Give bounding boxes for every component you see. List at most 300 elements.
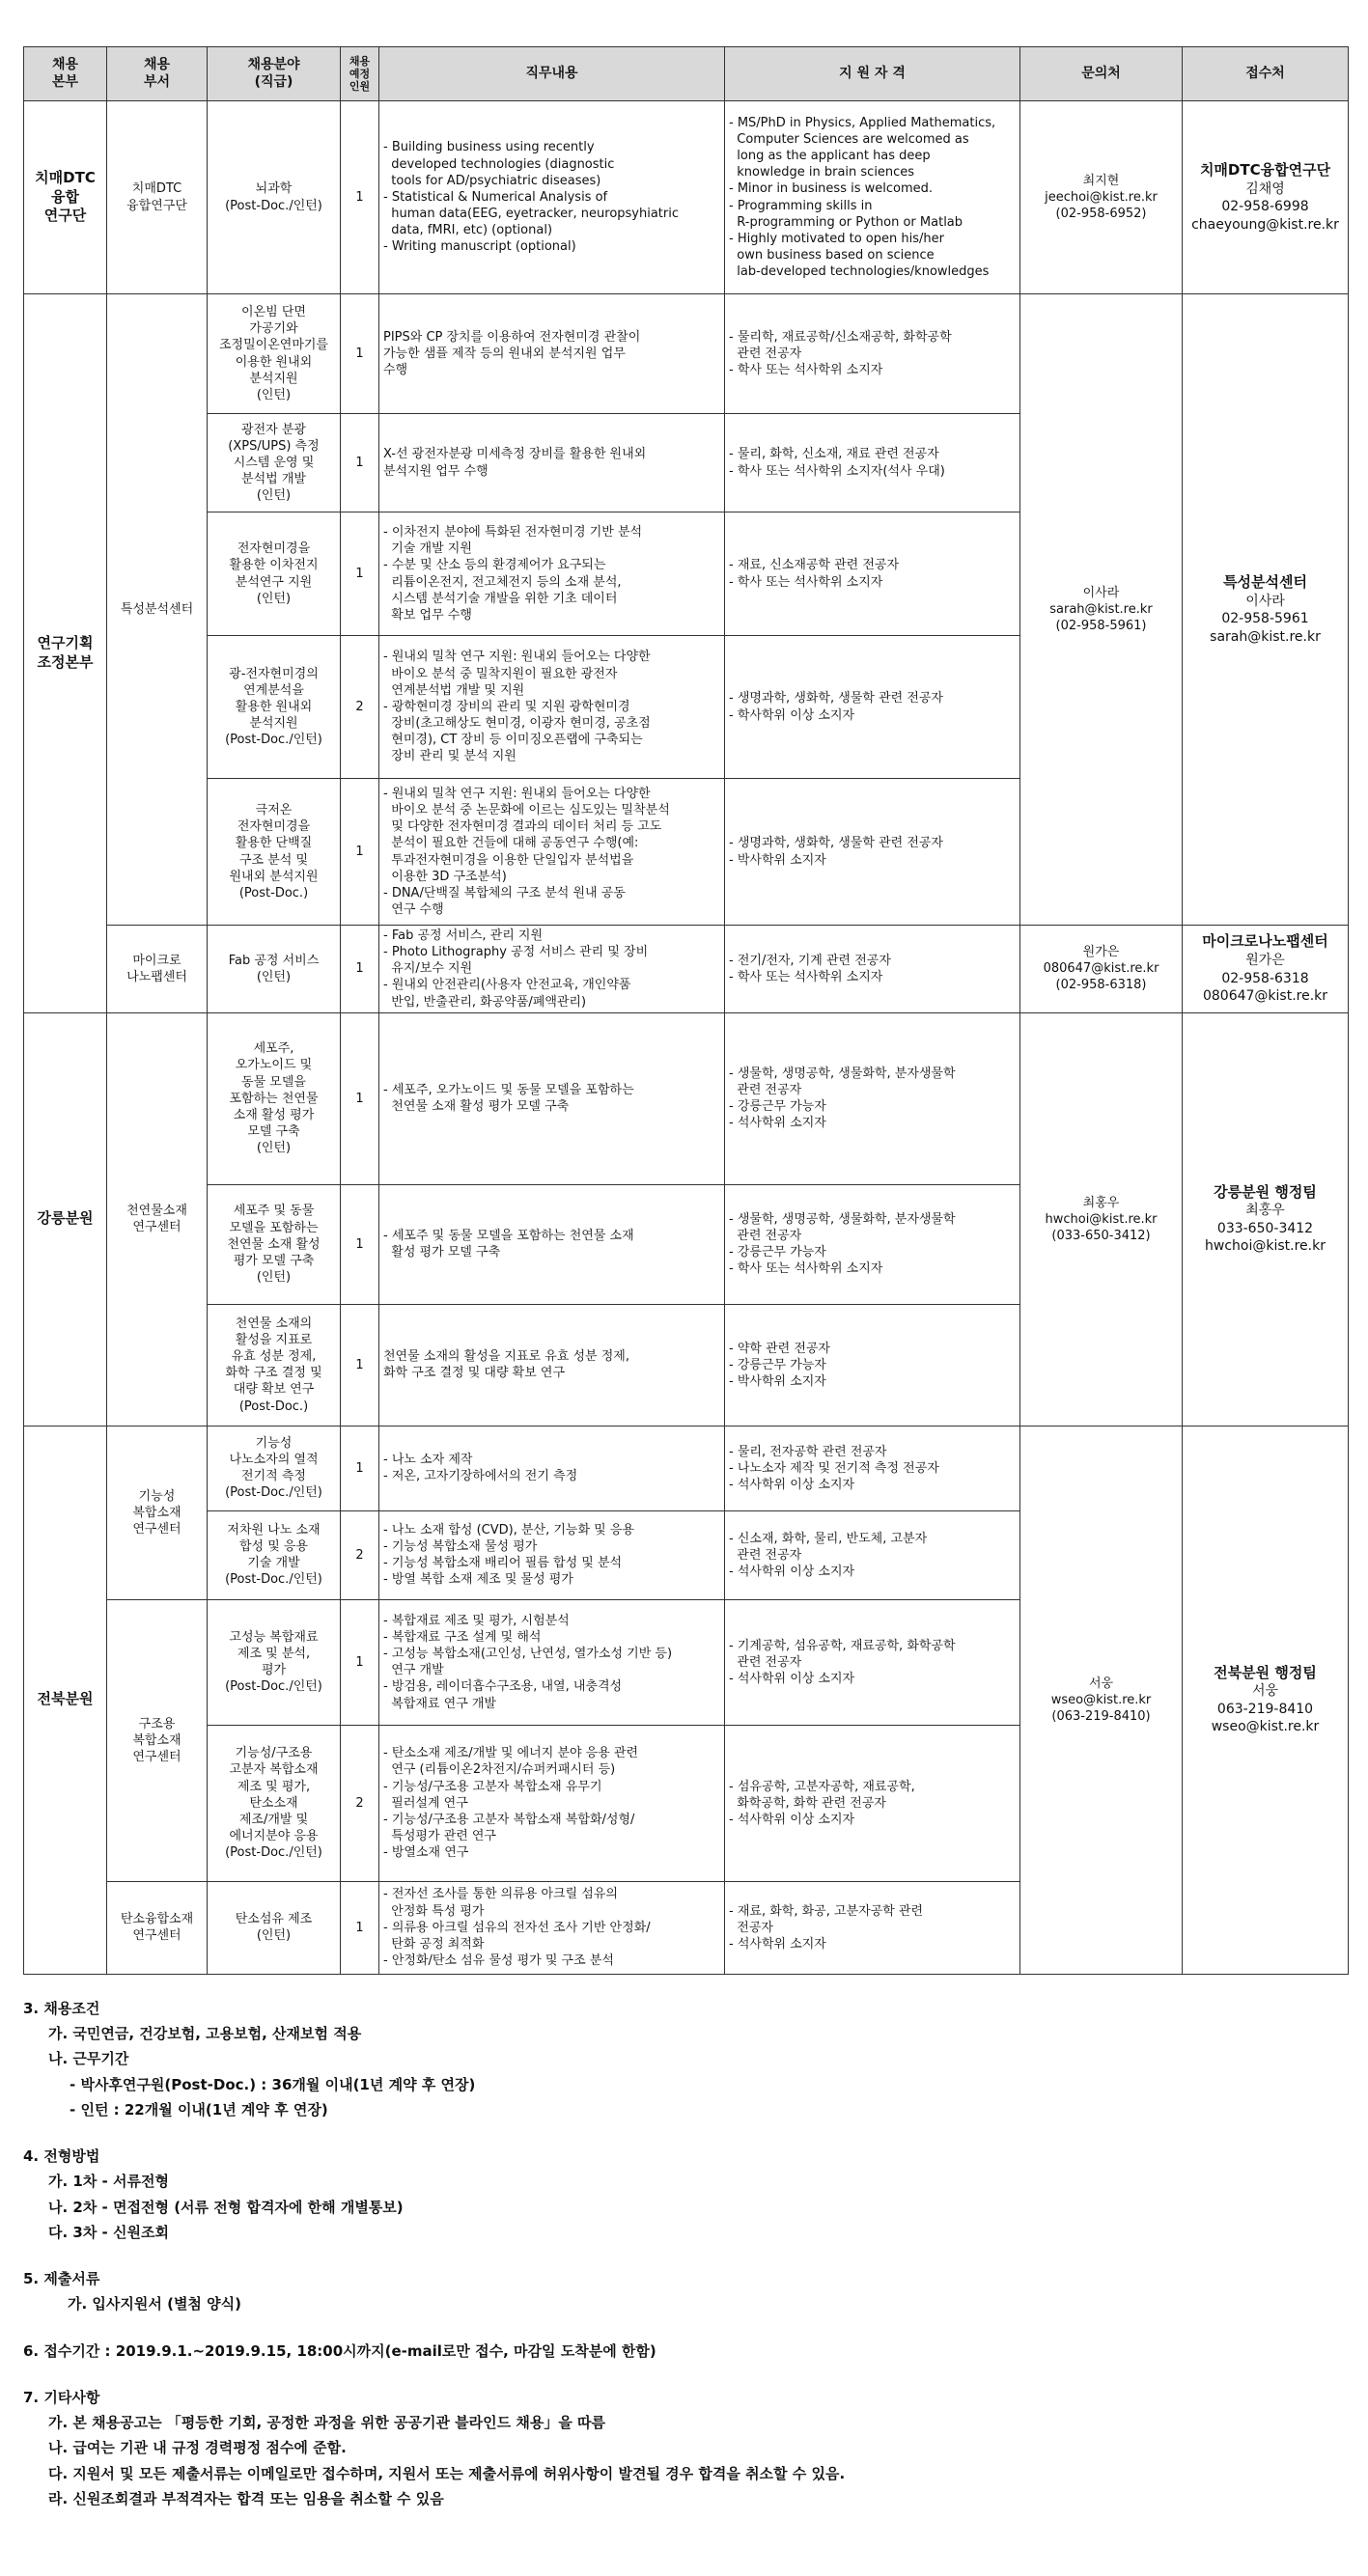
text-line: 최홍우 [1082, 1195, 1120, 1210]
table-body [24, 101, 1349, 1975]
headcount-cell: 1 [341, 1426, 379, 1510]
text-line: 연구센터 [132, 1220, 181, 1235]
text-line: - 학사 또는 석사학위 소지자(석사 우대) [729, 463, 945, 479]
text-line: 융합연구단 [126, 198, 187, 213]
text-line: 지 원 자 격 [839, 65, 906, 81]
text-line: - 수분 및 산소 등의 환경제어가 요구되는 [383, 558, 606, 573]
section-title: 6. 접수기간 : 2019.9.1.~2019.9.15, 18:00시까지(e-mail로만 접수, 마감일 도착분에 한함) [23, 2341, 656, 2360]
text-line: - MS/PhD in Physics, Applied Mathematics, [729, 115, 996, 130]
text-line: 구조 분석 및 [238, 852, 309, 868]
contact-cell [1020, 101, 1183, 294]
hq-cell [24, 294, 107, 1013]
field-cell [208, 101, 341, 294]
text-line: - 기능성/구조용 고분자 복합소재 복합화/성형/ [383, 1812, 635, 1827]
text-line: - 나노소자 제작 및 전기적 측정 전공자 [729, 1460, 939, 1476]
header-qual [725, 47, 1020, 101]
duty-cell [379, 1510, 725, 1599]
text-line: 동물 모델을 [241, 1074, 306, 1090]
text-line: 탄소섬유 제조 [235, 1912, 313, 1927]
header-duty [379, 47, 725, 101]
text-line: - 원내외 안전관리(사용자 안전교육, 개인약품 [383, 978, 631, 993]
text-line: - 저온, 고자기장하에서의 전기 측정 [383, 1469, 578, 1484]
text-line: 조정본부 [37, 652, 94, 671]
text-line: 융합 [51, 187, 79, 206]
text-line: 복합재료 연구 개발 [383, 1696, 496, 1711]
text-line: 연구기획 [37, 634, 94, 652]
section-line: - 박사후연구원(Post-Doc.) : 36개월 이내(1년 계약 후 연장) [70, 2075, 476, 2093]
text-line: 포함하는 천연물 [229, 1091, 319, 1106]
text-line: (Post-Doc./인턴) [225, 1485, 322, 1501]
duty-cell [379, 101, 725, 294]
text-line: - 생물학, 생명공학, 생물화학, 분자생물학 [729, 1211, 956, 1227]
text-line: 필러설계 연구 [383, 1795, 468, 1811]
text-line: 분석지원 [249, 716, 298, 732]
text-line: - 원내외 밀착 연구 지원: 원내외 들어오는 다양한 [383, 650, 651, 665]
text-line: - 방열 복합 소재 제조 및 물성 평가 [383, 1572, 573, 1588]
text-line: (Post-Doc./인턴) [225, 733, 322, 748]
qualification-cell [725, 1012, 1020, 1184]
text-line: PIPS와 CP 장치를 이용하여 전자현미경 관찰이 [383, 329, 641, 345]
text-line: 기능성 [255, 1435, 293, 1451]
duty-cell [379, 1881, 725, 1974]
header-hq [24, 47, 107, 101]
qualification-cell [725, 414, 1020, 512]
text-line: wseo@kist.re.kr [1050, 1692, 1152, 1707]
text-line: 유지/보수 지원 [383, 961, 473, 977]
text-line: 치매DTC [131, 181, 182, 197]
text-line: knowledge in brain sciences [729, 165, 915, 180]
text-line: 가능한 샘플 제작 등의 원내외 분석지원 업무 [383, 346, 626, 361]
text-line: 활성 평가 모델 구축 [383, 1245, 501, 1260]
text-line: 고성능 복합재료 [229, 1629, 319, 1645]
text-line: (Post-Doc.) [238, 885, 309, 900]
text-line: 분석연구 지원 [235, 574, 313, 590]
qualification-cell [725, 926, 1020, 1013]
duty-cell [379, 1184, 725, 1304]
text-line: 관련 전공자 [729, 346, 802, 361]
text-line: 부서 [143, 73, 171, 90]
headcount-cell: 1 [341, 926, 379, 1013]
text-line: - Writing manuscript (optional) [383, 239, 576, 255]
text-line: 장비(초고해상도 현미경, 이광자 현미경, 공초점 [383, 716, 651, 732]
text-line: 화학공학, 화학 관련 전공자 [729, 1795, 886, 1811]
text-line: 관련 전공자 [729, 1547, 802, 1563]
table-header-row [24, 47, 1349, 101]
text-line: 에너지분야 응용 [229, 1829, 319, 1844]
header-dept [107, 47, 208, 101]
section-line: 다. 3차 - 신원조회 [48, 2223, 169, 2241]
text-line: - Programming skills in [729, 198, 873, 213]
text-line: (063-219-8410) [1051, 1708, 1151, 1724]
text-line: 전기적 측정 [241, 1469, 306, 1484]
text-line: - 원내외 밀착 연구 지원: 원내외 들어오는 다양한 [383, 786, 651, 801]
header-num [341, 47, 379, 101]
headcount-cell: 1 [341, 294, 379, 414]
text-line: (인턴) [256, 1270, 292, 1286]
text-line: - Photo Lithography 공정 서비스 관리 및 장비 [383, 945, 649, 960]
field-cell [208, 1012, 341, 1184]
text-line: - 생명과학, 생화학, 생물학 관련 전공자 [729, 691, 943, 706]
text-line: 전자현미경을 [237, 541, 311, 557]
duty-cell [379, 1012, 725, 1184]
text-line: 평가 [261, 1663, 287, 1678]
text-line: 탄소소재 [249, 1795, 298, 1811]
text-line: - 학사학위 이상 소지자 [729, 707, 855, 723]
text-line: hwchoi@kist.re.kr [1205, 1238, 1326, 1255]
text-line: 천연물소재 [126, 1204, 187, 1219]
text-line: 접수처 [1245, 65, 1285, 81]
duty-cell [379, 512, 725, 636]
hq-cell [24, 1426, 107, 1974]
text-line: 뇌과학 [255, 181, 293, 197]
text-line: 기능성/구조용 [235, 1746, 313, 1761]
headcount-cell: 2 [341, 636, 379, 779]
text-line: 특성분석센터 [1223, 572, 1307, 591]
notice-sections [23, 1996, 1348, 2511]
text-line: - 약학 관련 전공자 [729, 1341, 830, 1356]
text-line: 활용한 단백질 [235, 836, 313, 851]
text-line: (Post-Doc./인턴) [225, 1572, 322, 1588]
text-line: 080647@kist.re.kr [1043, 961, 1159, 977]
text-line: 연계분석법 개발 및 지원 [383, 682, 525, 698]
recruitment-table [23, 46, 1349, 1975]
text-line: (Post-Doc./인턴) [225, 1679, 322, 1695]
notice-section [23, 2385, 1348, 2511]
text-line: 제조 및 분석, [237, 1647, 311, 1662]
text-line: 마이크로나노팹센터 [1202, 932, 1328, 951]
text-line: 본부 [51, 73, 79, 90]
text-line: 02-958-5961 [1221, 611, 1309, 627]
headcount-cell: 1 [341, 779, 379, 926]
section-line: 나. 근무기간 [48, 2050, 129, 2068]
text-line: - 생물학, 생명공학, 생물화학, 분자생물학 [729, 1066, 956, 1081]
text-line: long as the applicant has deep [729, 149, 931, 164]
headcount-cell: 1 [341, 1184, 379, 1304]
text-line: 분석지원 [249, 371, 298, 386]
text-line: 전북분원 [37, 1690, 94, 1708]
text-line: 원내외 분석지원 [229, 869, 319, 884]
field-cell [208, 636, 341, 779]
text-line: 복합소재 [132, 1732, 181, 1748]
text-line: 탄화 공정 최적화 [383, 1936, 485, 1952]
text-line: 바이오 분석 중 밀착지원이 필요한 광전자 [383, 666, 618, 681]
text-line: - 박사학위 소지자 [729, 1373, 826, 1389]
qualification-cell [725, 1725, 1020, 1881]
text-line: (인턴) [256, 488, 292, 504]
text-line: 최홍우 [1245, 1203, 1285, 1219]
text-line: 강릉분원 행정팀 [1214, 1182, 1317, 1201]
text-line: 나노소자의 열적 [229, 1453, 319, 1468]
section-line: 가. 1차 - 서류전형 [48, 2173, 169, 2191]
text-line: - 전자선 조사를 통한 의류용 아크릴 섬유의 [383, 1887, 618, 1902]
text-line: (인턴) [256, 1141, 292, 1156]
text-line: 이사라 [1245, 593, 1285, 609]
text-line: 확보 업무 수행 [383, 607, 472, 623]
text-line: 분석지원 업무 수행 [383, 463, 489, 479]
text-line: - 복합재료 제조 및 평가, 시험분석 [383, 1613, 570, 1628]
section-line: 라. 신원조회결과 부적격자는 합격 또는 임용을 취소할 수 있음 [48, 2489, 444, 2507]
text-line: 채용분야 [247, 57, 300, 72]
qualification-cell [725, 1510, 1020, 1599]
text-line: 원가은 [1245, 953, 1285, 969]
text-line: - 광학현미경 장비의 관리 및 지원 광학현미경 [383, 699, 630, 714]
field-cell [208, 1881, 341, 1974]
notice-section [23, 1996, 1348, 2122]
text-line: 합성 및 응용 [238, 1539, 309, 1555]
duty-cell [379, 1599, 725, 1725]
section-title: 3. 채용조건 [23, 1999, 100, 2017]
text-line: data, fMRI, etc) (optional) [383, 223, 553, 238]
text-line: (033-650-3412) [1051, 1228, 1151, 1243]
text-line: - 탄소소재 제조/개발 및 에너지 분야 응용 관련 [383, 1746, 639, 1761]
text-line: - 석사학위 이상 소지자 [729, 1564, 855, 1579]
text-line: 관련 전공자 [729, 1229, 802, 1244]
text-line: 극저온 [255, 803, 293, 818]
text-line: 063-219-8410 [1216, 1701, 1314, 1717]
text-line: 바이오 분석 중 논문화에 이르는 심도있는 밀착분석 [383, 803, 670, 818]
duty-cell [379, 1304, 725, 1426]
text-line: - DNA/단백질 복합체의 구조 분석 원내 공동 [383, 885, 626, 900]
text-line: 대량 확보 연구 [233, 1382, 315, 1398]
text-line: 화학 구조 결정 및 [225, 1366, 322, 1381]
reception-cell [1183, 101, 1349, 294]
text-line: 연구 (리튬이온2차전지/슈퍼커패시터 등) [383, 1762, 616, 1778]
table-row [24, 101, 1349, 294]
text-line: 특성평가 관련 연구 [383, 1829, 496, 1844]
text-line: 유효 성분 정제, [231, 1349, 317, 1365]
text-line: 연구 개발 [383, 1663, 444, 1678]
text-line: 특성분석센터 [120, 601, 194, 617]
text-line: - Building business using recently [383, 140, 595, 155]
text-line: 분석법 개발 [241, 472, 306, 487]
text-line: - Fab 공정 서비스, 관리 지원 [383, 928, 544, 943]
text-line: 직무내용 [525, 65, 578, 81]
hq-cell [24, 101, 107, 294]
table-row [24, 926, 1349, 1013]
text-line: (Post-Doc./인턴) [225, 198, 322, 213]
text-line: 천연물 소재의 활성을 지표로 유효 성분 정제, [383, 1349, 629, 1365]
text-line: 장비 관리 및 분석 지원 [383, 749, 516, 764]
text-line: 투과전자현미경을 이용한 단일입자 분석법을 [383, 852, 634, 868]
text-line: 모델 구축 [247, 1124, 300, 1140]
headcount-cell: 1 [341, 101, 379, 294]
text-line: (02-958-6318) [1055, 978, 1147, 993]
section-line: 나. 급여는 기관 내 규정 경력평정 점수에 준함. [48, 2439, 347, 2457]
text-line: 전북분원 행정팀 [1214, 1663, 1317, 1681]
text-line: 서웅 [1088, 1676, 1114, 1691]
text-line: - 생명과학, 생화학, 생물학 관련 전공자 [729, 836, 943, 851]
dept-cell [107, 294, 208, 926]
text-line: - 물리, 전자공학 관련 전공자 [729, 1444, 887, 1459]
text-line: 나노팹센터 [126, 969, 187, 984]
dept-cell [107, 1881, 208, 1974]
duty-cell [379, 779, 725, 926]
text-line: 화학 구조 결정 및 대량 확보 연구 [383, 1366, 566, 1381]
text-line: 제조/개발 및 [238, 1812, 309, 1827]
text-line: - 석사학위 소지자 [729, 1116, 826, 1131]
text-line: 이사라 [1082, 585, 1120, 600]
headcount-cell: 2 [341, 1510, 379, 1599]
text-line: 02-958-6318 [1221, 970, 1309, 986]
text-line: wseo@kist.re.kr [1211, 1719, 1320, 1735]
text-line: 기술 개발 지원 [383, 541, 472, 557]
field-cell [208, 1184, 341, 1304]
headcount-cell: 1 [341, 512, 379, 636]
text-line: 가공기와 [249, 321, 298, 337]
headcount-cell: 2 [341, 1725, 379, 1881]
text-line: 원가은 [1082, 945, 1120, 960]
section-title: 4. 전형방법 [23, 2147, 100, 2166]
text-line: - 의류용 아크릴 섬유의 전자선 조사 기반 안정화/ [383, 1920, 651, 1935]
text-line: 안정화 특성 평가 [383, 1903, 485, 1919]
text-line: 연계분석을 [243, 682, 304, 698]
table-row [24, 1012, 1349, 1184]
text-line: 관련 전공자 [729, 1083, 802, 1098]
text-line: - 전기/전자, 기계 관련 전공자 [729, 953, 891, 968]
text-line: - 재료, 신소재공학 관련 전공자 [729, 558, 900, 573]
duty-cell [379, 926, 725, 1013]
section-line: 다. 지원서 및 모든 제출서류는 이메일로만 접수하며, 지원서 또는 제출서류에 허위사항이 발견될 경우 합격을 취소할 수 있음. [48, 2464, 846, 2482]
text-line: - Minor in business is welcomed. [729, 181, 934, 197]
dept-cell [107, 1426, 208, 1599]
text-line: - 고성능 복합소재(고인성, 난연성, 열가소성 기반 등) [383, 1647, 673, 1662]
section-title: 5. 제출서류 [23, 2270, 100, 2288]
qualification-cell [725, 636, 1020, 779]
text-line: 소재 활성 평가 [233, 1107, 315, 1122]
text-line: 천연물 소재의 [235, 1316, 313, 1331]
text-line: - 기능성/구조용 고분자 복합소재 유무기 [383, 1779, 602, 1794]
text-line: - 석사학위 이상 소지자 [729, 1671, 855, 1686]
contact-cell [1020, 294, 1183, 926]
text-line: 세포주, [253, 1041, 294, 1057]
text-line: 리튬이온전지, 전고체전지 등의 소재 분석, [383, 574, 622, 590]
text-line: 분석이 필요한 건들에 대해 공동연구 수행(예: [383, 836, 639, 851]
text-line: - 나노 소재 합성 (CVD), 분산, 기능화 및 응용 [383, 1522, 634, 1537]
text-line: 예정 [349, 67, 371, 80]
text-line: 기능성 [138, 1488, 176, 1504]
text-line: X-선 광전자분광 미세측정 장비를 활용한 원내외 [383, 447, 647, 462]
section-line: 나. 2차 - 면접전형 (서류 전형 합격자에 한해 개별통보) [48, 2198, 404, 2216]
text-line: (인턴) [256, 1928, 292, 1944]
text-line: 채용 [143, 57, 171, 72]
text-line: - Statistical & Numerical Analysis of [383, 189, 608, 205]
text-line: R-programming or Python or Matlab [729, 214, 963, 230]
duty-cell [379, 414, 725, 512]
text-line: - 나노 소자 제작 [383, 1453, 473, 1468]
text-line: 연구 수행 [383, 901, 444, 917]
text-line: human data(EEG, eyetracker, neuropsyhiatric [383, 207, 680, 222]
text-line: - 학사 또는 석사학위 소지자 [729, 574, 883, 590]
dept-cell [107, 926, 208, 1013]
qualification-cell [725, 1304, 1020, 1426]
text-line: 최지현 [1082, 173, 1120, 188]
text-line: own business based on science [729, 247, 935, 263]
contact-cell [1020, 1426, 1183, 1974]
qualification-cell [725, 101, 1020, 294]
text-line: 02-958-6998 [1221, 199, 1309, 215]
text-line: - 방열소재 연구 [383, 1845, 469, 1861]
text-line: 문의처 [1081, 65, 1121, 81]
text-line: chaeyoung@kist.re.kr [1191, 216, 1339, 233]
qualification-cell [725, 779, 1020, 926]
duty-cell [379, 1426, 725, 1510]
text-line: - 학사 또는 석사학위 소지자 [729, 1261, 883, 1277]
qualification-cell [725, 1184, 1020, 1304]
text-line: - 방검용, 레이더흡수구조용, 내열, 내충격성 [383, 1679, 623, 1695]
text-line: - 세포주, 오가노이드 및 동물 모델을 포함하는 [383, 1083, 634, 1098]
text-line: 033-650-3412 [1216, 1220, 1314, 1236]
notice-section [23, 2144, 1348, 2245]
section-line: - 인턴 : 22개월 이내(1년 계약 후 연장) [70, 2100, 328, 2119]
text-line: - 강릉근무 가능자 [729, 1099, 826, 1115]
text-line: - 물리학, 재료공학/신소재공학, 화학공학 [729, 329, 952, 345]
duty-cell [379, 294, 725, 414]
table-row [24, 1426, 1349, 1510]
field-cell [208, 779, 341, 926]
field-cell [208, 926, 341, 1013]
text-line: 연구센터 [132, 1521, 181, 1537]
header-recv [1183, 47, 1349, 101]
headcount-cell: 1 [341, 1599, 379, 1725]
text-line: - 학사 또는 석사학위 소지자 [729, 969, 883, 984]
section-line: 가. 국민연금, 건강보험, 고용보험, 산재보험 적용 [48, 2025, 362, 2043]
text-line: 반입, 반출관리, 화공약품/폐액관리) [383, 994, 587, 1010]
text-line: 세포주 및 동물 [233, 1204, 315, 1219]
field-cell [208, 414, 341, 512]
text-line: (인턴) [256, 591, 292, 606]
text-line: - 이차전지 분야에 특화된 전자현미경 기반 분석 [383, 525, 643, 540]
text-line: 강릉분원 [37, 1209, 94, 1228]
contact-cell [1020, 1012, 1183, 1426]
notice-section [23, 2339, 1348, 2364]
text-line: - Highly motivated to open his/her [729, 231, 944, 246]
notice-section [23, 2266, 1348, 2317]
text-line: 기술 개발 [247, 1556, 300, 1571]
text-line: 연구단 [43, 207, 87, 225]
text-line: 서웅 [1251, 1683, 1279, 1700]
contact-cell [1020, 926, 1183, 1013]
dept-cell [107, 1599, 208, 1881]
text-line: - 석사학위 이상 소지자 [729, 1477, 855, 1492]
text-line: sarah@kist.re.kr [1210, 628, 1321, 645]
text-line: 광전자 분광 [241, 422, 306, 437]
text-line: 구조용 [138, 1716, 176, 1731]
text-line: 오가노이드 및 [235, 1058, 313, 1073]
header-field [208, 47, 341, 101]
headcount-cell: 1 [341, 1304, 379, 1426]
field-cell [208, 1599, 341, 1725]
qualification-cell [725, 512, 1020, 636]
text-line: 치매DTC융합연구단 [1199, 160, 1331, 179]
text-line: 시스템 분석기술 개발을 위한 기초 데이터 [383, 591, 618, 606]
text-line: 이용한 3D 구조분석) [383, 869, 507, 884]
text-line: (직급) [254, 73, 293, 90]
text-line: (인턴) [256, 387, 292, 402]
text-line: 활용한 이차전지 [229, 558, 319, 573]
text-line: 저차원 나노 소재 [227, 1522, 321, 1537]
text-line: (인턴) [256, 969, 292, 984]
qualification-cell [725, 1426, 1020, 1510]
text-line: 제조 및 평가, [237, 1779, 311, 1794]
field-cell [208, 1725, 341, 1881]
text-line: (02-958-6952) [1055, 207, 1147, 222]
text-line: 복합소재 [132, 1505, 181, 1520]
section-title: 7. 기타사항 [23, 2388, 100, 2406]
reception-cell [1183, 1426, 1349, 1974]
text-line: 수행 [383, 363, 408, 378]
field-cell [208, 1426, 341, 1510]
qualification-cell [725, 1599, 1020, 1725]
